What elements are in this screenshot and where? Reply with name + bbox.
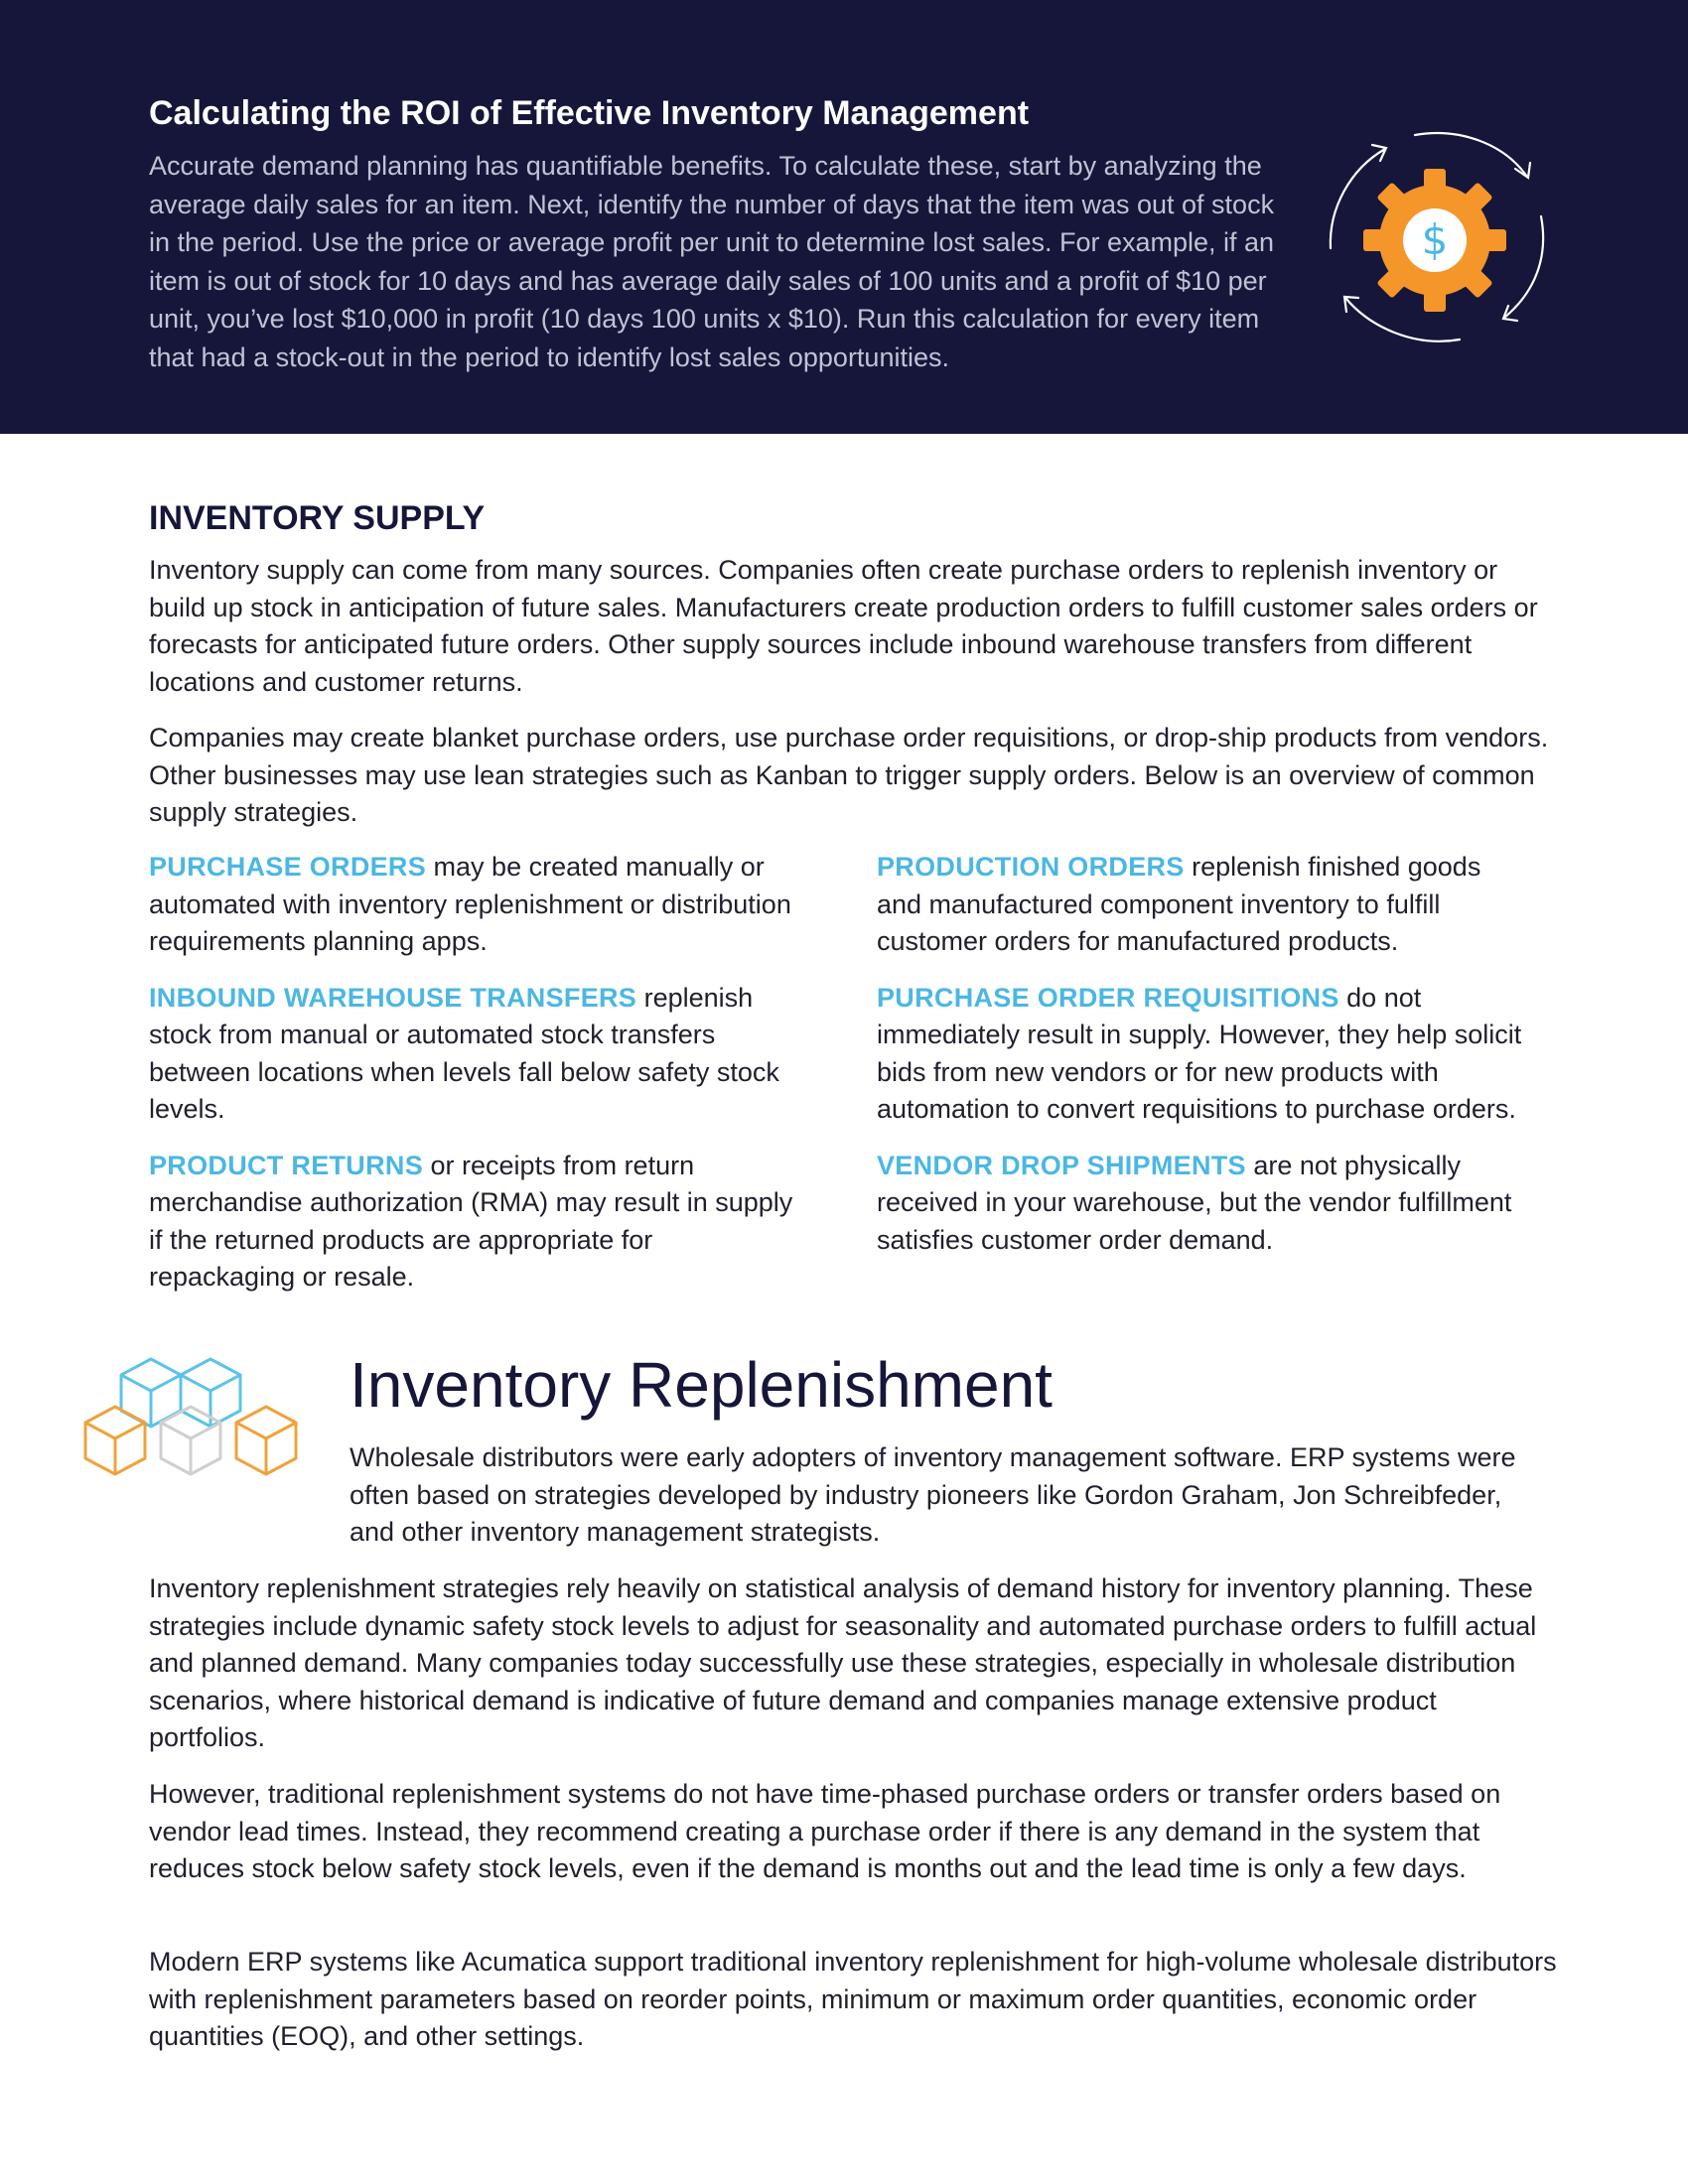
section-title: INVENTORY SUPPLY [149, 499, 486, 537]
item-keyword: PURCHASE ORDERS [149, 852, 427, 882]
supply-right-column [877, 849, 1532, 1259]
banner-title: Calculating the ROI of Effective Inventory Management [149, 94, 1030, 132]
replenishment-paragraph-1: Inventory replenishment strategies rely heavily on statistical analysis of demand history for inventory planning. These strategies include dynamic safety stock levels to adjust for seasonality and automated purchase orders to fulfill actual and planned demand. Many companies today successfully use these strategies, especially in wholesale distribution scenarios, where historical demand is indicative of future demand and companies manage extensive product portfolios. [149, 1573, 1537, 1752]
list-item [149, 1148, 804, 1297]
banner-body: Accurate demand planning has quantifiable benefits. To calculate these, start by analyzing the average daily sales for an item. Next, identify the number of days that the item was out of stock in the period. Use the price or average profit per unit to determine lost sales. For example, if an item is out of stock for 10 days and has average daily sales of 100 units and a profit of $10 per unit, you’ve lost $10,000 in profit (10 days 100 units x $10). Run this calculation for every item that had a stock-out in the period to identify lost sales opportunities. [149, 151, 1275, 372]
list-item [877, 849, 1532, 961]
list-item [149, 849, 804, 961]
svg-text:$: $ [1421, 215, 1449, 264]
item-text: replenish finished goods and manufactured component inventory to fulfill customer orders for manufactured products. [877, 852, 1481, 956]
list-item [149, 980, 804, 1129]
gear-dollar-icon [1321, 129, 1549, 347]
supply-left-column [149, 849, 804, 1297]
item-keyword: VENDOR DROP SHIPMENTS [877, 1150, 1246, 1180]
item-text: or receipts from return merchandise authorization (RMA) may result in supply if the returned products are appropriate for repackaging or resale. [149, 1150, 793, 1292]
item-keyword: PRODUCTION ORDERS [877, 852, 1185, 882]
replenishment-title: Inventory Replenishment [350, 1349, 1053, 1421]
item-keyword: INBOUND WAREHOUSE TRANSFERS [149, 982, 637, 1013]
stacked-boxes-icon [77, 1345, 326, 1504]
list-item [877, 1148, 1532, 1260]
supply-paragraph-2: Companies may create blanket purchase orders, use purchase order requisitions, or drop-ship products from vendors. Other businesses may use lean strategies such as Kanban to trigger supply orders. Below is an overview of common supply strategies. [149, 723, 1549, 827]
item-text: may be created manually or automated with inventory replenishment or distribution requirements planning apps. [149, 852, 791, 956]
item-text: are not physically received in your warehouse, but the vendor fulfillment satisfies customer order demand. [877, 1150, 1512, 1255]
supply-paragraph-1: Inventory supply can come from many sources. Companies often create purchase orders to replenish inventory or build up stock in anticipation of future sales. Manufacturers create production orders to fulfill customer sales orders or forecasts for anticipated future orders. Other supply sources include inbound warehouse transfers from different locations and customer returns. [149, 555, 1538, 697]
replenishment-paragraph-3: Modern ERP systems like Acumatica support traditional inventory replenishment for high-volume wholesale distributors with replenishment parameters based on reorder points, minimum or maximum order quantities, economic order quantities (EOQ), and other settings. [149, 1947, 1557, 2051]
roi-banner [0, 0, 1688, 434]
list-item [877, 980, 1532, 1129]
item-keyword: PURCHASE ORDER REQUISITIONS [877, 982, 1339, 1013]
replenishment-intro: Wholesale distributors were early adopters of inventory management software. ERP systems were often based on strategies developed by industry pioneers like Gordon Graham, Jon Schreibfeder, and other inventory management strategists. [350, 1442, 1516, 1547]
item-text: do not immediately result in supply. However, they help solicit bids from new vendors or for new products with automation to convert requisitions to purchase orders. [877, 982, 1522, 1124]
replenishment-paragraph-2: However, traditional replenishment systems do not have time-phased purchase orders or transfer orders based on vendor lead times. Instead, they recommend creating a purchase order if there is any demand in the system that reduces stock below safety stock levels, even if the demand is months out and the lead time is only a few days. [149, 1779, 1501, 1883]
item-text: replenish stock from manual or automated stock transfers between locations when levels fall below safety stock levels. [149, 982, 779, 1124]
item-keyword: PRODUCT RETURNS [149, 1150, 424, 1180]
